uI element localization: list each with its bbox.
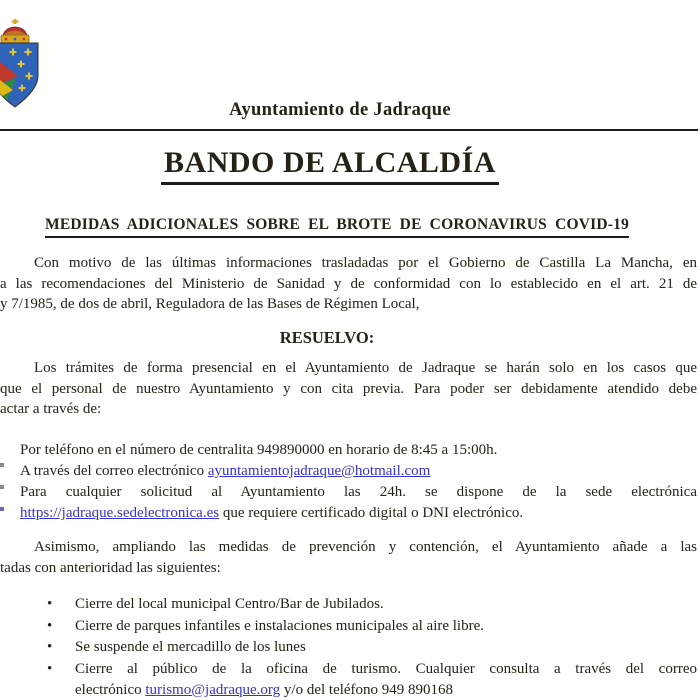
paragraph-intro — [0, 253, 697, 315]
contact-sede-line2 — [20, 503, 697, 524]
list-item: • Cierre del local municipal Centro/Bar de Jubilados. — [0, 594, 697, 616]
paragraph-medidas-line1: Asimismo, ampliando las medidas de prevención y contención, el Ayuntamiento añade a las — [34, 539, 697, 555]
turismo-phone-suffix: y/o del teléfono 949 890168 — [280, 682, 454, 698]
document-title-wrap — [0, 146, 700, 185]
jadraque-coat-of-arms-icon — [0, 16, 48, 110]
contact-phone-line: Por teléfono en el número de centralita 949890000 en horario de 8:45 a 15:00h. — [20, 442, 498, 458]
turismo-email-prefix: electrónico — [75, 682, 146, 698]
measures-list — [0, 594, 697, 700]
paragraph-intro-line2: a las recomendaciones del Ministerio de Sanidad y de conformidad con lo establecido en el art. 21 de — [0, 275, 697, 292]
header-divider — [0, 129, 698, 131]
org-name: Ayuntamiento de Jadraque — [229, 100, 451, 120]
list-item: • Cierre de parques infantiles e instalaciones municipales al aire libre. — [0, 616, 697, 638]
contact-options — [20, 440, 697, 524]
email-link[interactable]: ayuntamientojadraque@hotmail.com — [207, 463, 431, 479]
cut-edge-mark — [0, 485, 4, 489]
list-item: • Cierre al público de la oficina de turismo. Cualquier consulta a través del correo — [0, 659, 697, 681]
document-subtitle: MEDIDAS ADICIONALES SOBRE EL BROTE DE CORONAVIRUS COVID-19 — [45, 216, 629, 238]
contact-sede-suffix: que requiere certificado digital o DNI electrónico. — [219, 505, 524, 521]
contact-email-line — [20, 461, 697, 482]
contact-email-prefix: A través del correo electrónico — [20, 463, 208, 479]
paragraph-medidas-line2: tadas con anterioridad las siguientes: — [0, 559, 221, 576]
paragraph-medidas — [0, 537, 697, 578]
list-item: • Se suspende el mercadillo de los lunes — [0, 637, 697, 659]
resuelvo-heading: RESUELVO: — [279, 328, 375, 347]
sede-electronica-link[interactable]: https://jadraque.sedelectronica.es — [20, 505, 220, 521]
list-item-continuation — [0, 680, 697, 700]
cut-edge-mark — [0, 463, 4, 467]
cut-edge-mark — [0, 507, 4, 511]
turismo-email-link[interactable]: turismo@jadraque.org — [145, 682, 281, 698]
paragraph-tramites-line3: actar a través de: — [0, 401, 102, 418]
paragraph-tramites-line1: Los trámites de forma presencial en el Ayuntamiento de Jadraque se harán solo en los casos que — [34, 360, 697, 376]
document-title: BANDO DE ALCALDÍA — [161, 146, 499, 185]
paragraph-tramites — [0, 358, 697, 420]
contact-sede-line1: Para cualquier solicitud al Ayuntamiento las 24h. se dispone de la sede electrónica — [20, 484, 697, 500]
paragraph-intro-line3: y 7/1985, de dos de abril, Reguladora de las Bases de Régimen Local, — [0, 296, 420, 313]
paragraph-intro-line1: Con motivo de las últimas informaciones trasladadas por el Gobierno de Castilla La Mancha, en — [34, 255, 697, 271]
paragraph-tramites-line2: que el personal de nuestro Ayuntamiento y con cita previa. Para poder ser debidamente atendido debe — [0, 380, 697, 397]
